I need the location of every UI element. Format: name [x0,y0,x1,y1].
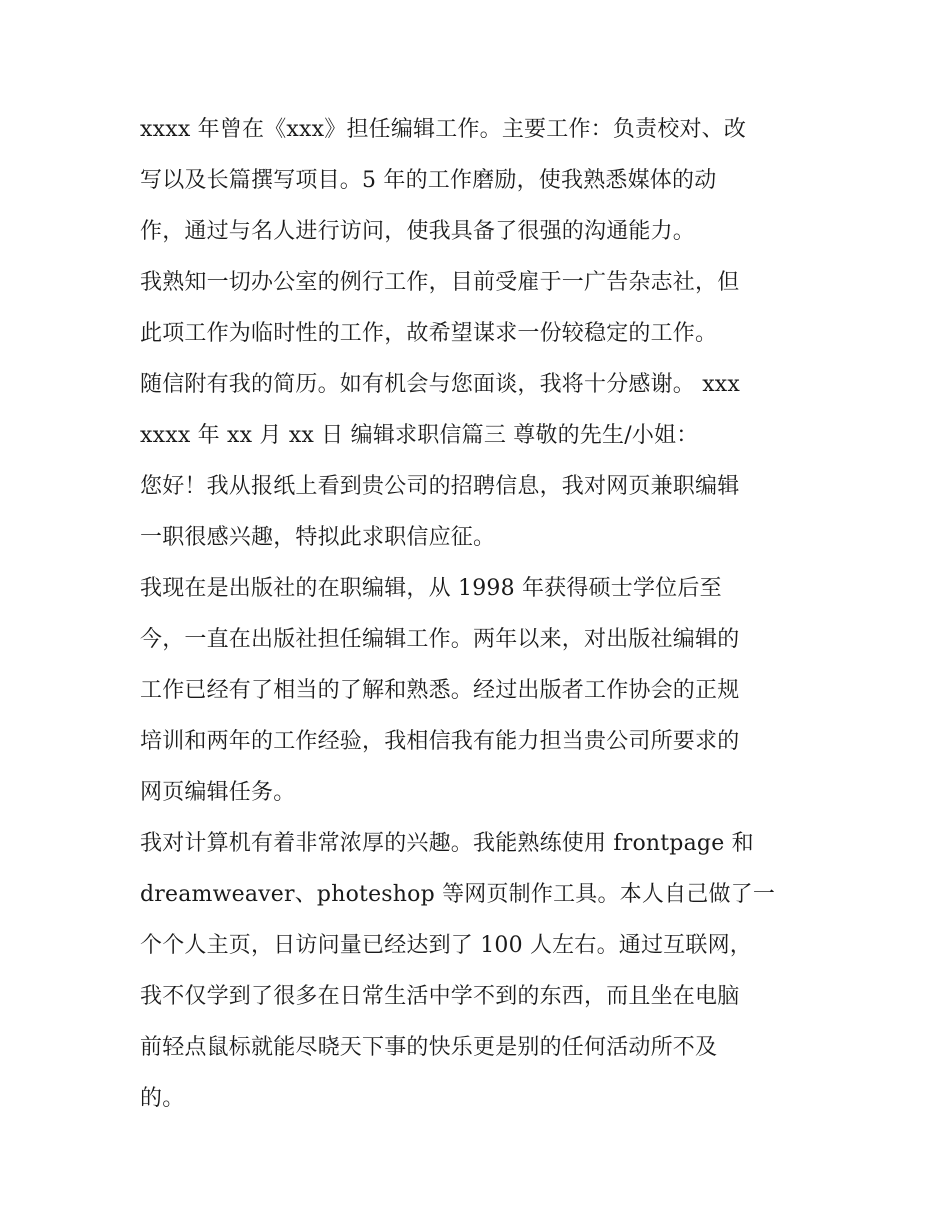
text-line: 写以及长篇撰写项目。5 年的工作磨励，使我熟悉媒体的动 [140,168,717,193]
text-line: 工作已经有了相当的了解和熟悉。经过出版者工作协会的正规 [140,678,740,703]
text-line: 今，一直在出版社担任编辑工作。两年以来，对出版社编辑的 [140,627,740,652]
text-line: 随信附有我的简历。如有机会与您面谈，我将十分感谢。 xxx [140,372,741,397]
text-line: xxxx 年 xx 月 xx 日 编辑求职信篇三 尊敬的先生/小姐： [140,423,699,448]
text-line: 我现在是出版社的在职编辑，从 1998 年获得硕士学位后至 [140,576,722,601]
text-line: 前轻点鼠标就能尽晓天下事的快乐更是别的任何活动所不及 [140,1035,718,1060]
text-line: dreamweaver、photeshop 等网页制作工具。本人自己做了一 [140,882,776,907]
letter-body [140,104,820,1124]
text-line: 一职很感兴趣，特拟此求职信应征。 [140,525,496,550]
text-line: 您好！我从报纸上看到贵公司的招聘信息，我对网页兼职编辑 [140,474,740,499]
text-line: 网页编辑任务。 [140,780,296,805]
text-line: 我对计算机有着非常浓厚的兴趣。我能熟练使用 frontpage 和 [140,831,754,856]
text-line: 作，通过与名人进行访问，使我具备了很强的沟通能力。 [140,219,696,244]
text-line: 个个人主页，日访问量已经达到了 100 人左右。通过互联网， [140,933,752,958]
text-line: xxxx 年曾在《xxx》担任编辑工作。主要工作：负责校对、改 [140,117,747,142]
text-line: 培训和两年的工作经验，我相信我有能力担当贵公司所要求的 [140,729,740,754]
text-line: 我熟知一切办公室的例行工作，目前受雇于一广告杂志社，但 [140,270,740,295]
text-line: 的。 [140,1086,185,1111]
text-line: 我不仅学到了很多在日常生活中学不到的东西，而且坐在电脑 [140,984,740,1009]
text-line: 此项工作为临时性的工作，故希望谋求一份较稳定的工作。 [140,321,718,346]
